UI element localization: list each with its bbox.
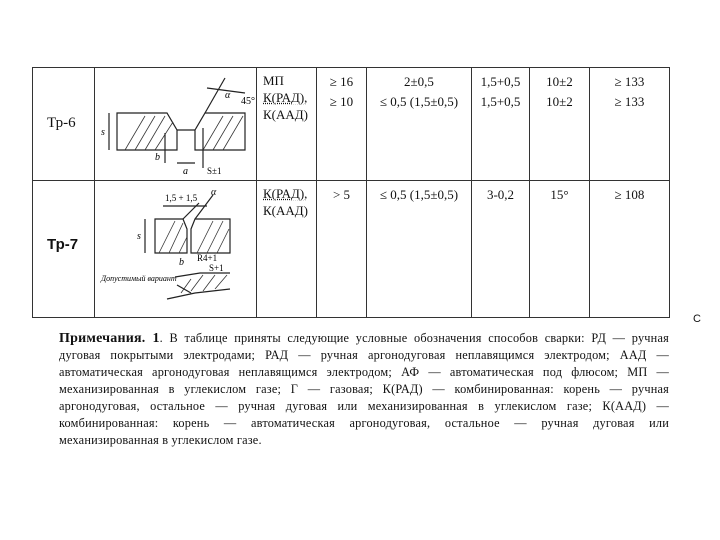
label-r: R4+1	[197, 253, 218, 263]
label-alpha: α	[225, 90, 231, 101]
width-value: ≥ 108	[614, 187, 645, 202]
gap-cell	[367, 68, 472, 181]
label-b: b	[179, 257, 184, 268]
width-cell	[590, 68, 670, 181]
angle-cell	[530, 68, 590, 181]
weld-joint-table	[32, 67, 670, 318]
label-b: b	[155, 152, 160, 163]
thickness-value: > 5	[332, 187, 351, 202]
angle-value: 10±2	[546, 94, 573, 109]
row-code: Тр-6	[47, 115, 76, 131]
notes-title: Примечания. 1	[59, 331, 160, 346]
label-alpha: α	[211, 187, 217, 198]
joint-diagram-tr6	[95, 68, 257, 181]
label-s1: S±1	[207, 166, 222, 176]
notes-block	[59, 330, 669, 449]
thickness-cell	[317, 68, 367, 181]
angle-value: 15°	[550, 187, 569, 202]
label-angle45: 45°	[241, 96, 255, 107]
gap-cell	[367, 181, 472, 318]
root-value: 1,5+0,5	[480, 94, 521, 109]
width-value: ≥ 133	[614, 94, 645, 109]
label-s: s	[101, 127, 105, 138]
label-s: s	[137, 231, 141, 242]
method-line: К(РАД),	[263, 186, 308, 201]
gap-detail: ≤ 0,5 (1,5±0,5)	[379, 187, 459, 202]
root-value: 3-0,2	[486, 187, 515, 202]
width-cell	[590, 181, 670, 318]
margin-mark: С	[693, 313, 701, 325]
thickness-value: ≥ 10	[329, 94, 354, 109]
method-line: К(ААД)	[263, 107, 308, 122]
joint-drawing-tr6	[95, 68, 257, 181]
root-cell	[472, 68, 530, 181]
angle-value: 10±2	[546, 74, 573, 89]
row-code-cell	[33, 181, 95, 318]
method-line: МП	[263, 73, 284, 88]
gap-value: 2±0,5	[404, 74, 434, 89]
joint-diagram-tr7	[95, 181, 257, 318]
width-value: ≥ 133	[614, 74, 645, 89]
label-variant: Допустимый вариант	[101, 274, 177, 283]
row-code: Тр-7	[47, 236, 79, 253]
notes-text: . В таблице приняты следующие условные обозначения способов сварки: РД — ручная дуговая покрытыми электродами; РАД — ручная аргонодуговая неплавящимся электродом; ААД — автоматическая аргонодуговая неплавящимся электродом; АФ — автоматическая под флюсом; МП — механизированная в углекислом газе; Г — газовая; К(РАД) — комбинированная: корень — ручная аргонодуговая, остальное — ручная дуговая или механизированная в углекислом газе; К(ААД) — комбинированная: корень — автоматическая аргонодуговая, остальное — ручная дуговая или механизированная в углекислом газе.	[59, 331, 669, 447]
root-value: 1,5+0,5	[480, 74, 521, 89]
method-line: К(ААД)	[263, 203, 308, 218]
methods-cell	[257, 181, 317, 318]
gap-detail: ≤ 0,5 (1,5±0,5)	[379, 94, 459, 109]
joint-drawing-tr7	[95, 181, 257, 318]
label-dim: 1,5 + 1,5	[165, 193, 198, 203]
method-line: К(РАД),	[263, 90, 308, 105]
thickness-value: ≥ 16	[329, 74, 354, 89]
angle-cell	[530, 181, 590, 318]
root-cell	[472, 181, 530, 318]
thickness-cell	[317, 181, 367, 318]
methods-cell	[257, 68, 317, 181]
label-s1: S+1	[209, 263, 224, 273]
row-code-cell	[33, 68, 95, 181]
label-a: a	[183, 166, 188, 177]
